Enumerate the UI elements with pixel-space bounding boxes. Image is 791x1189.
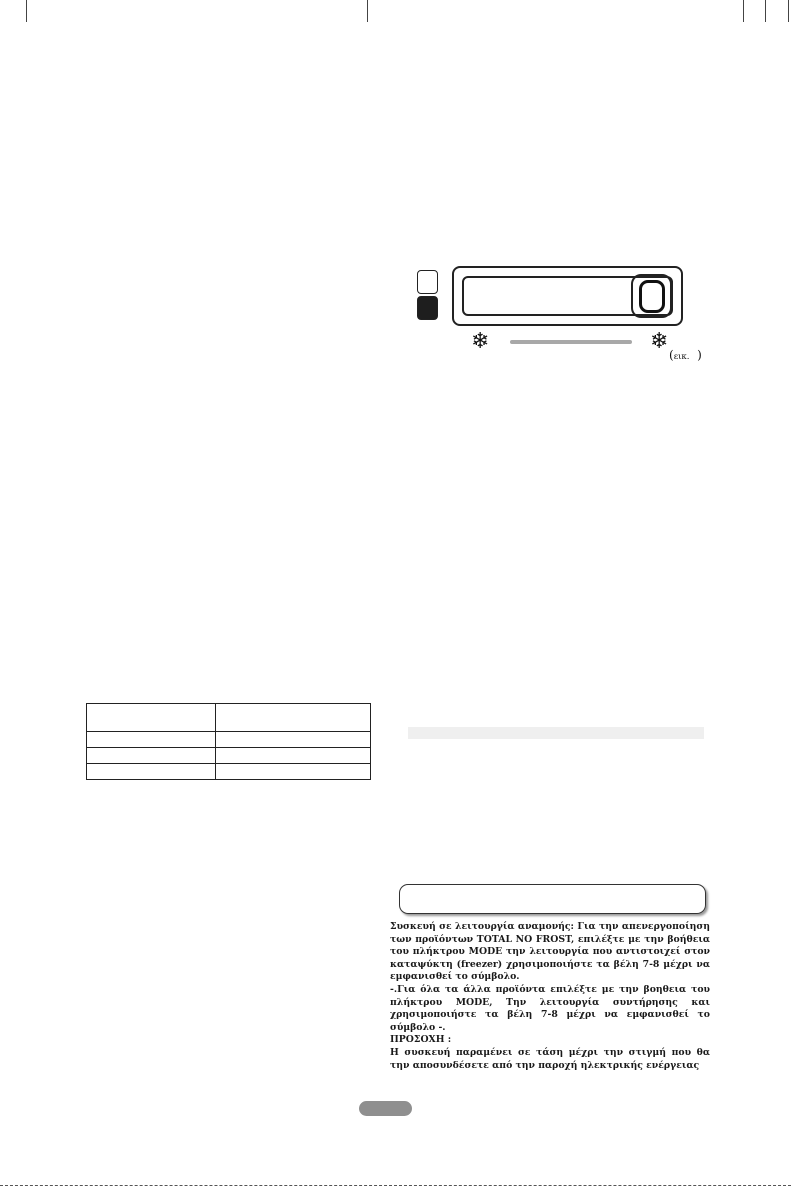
- page-number-badge: [359, 1101, 412, 1116]
- crop-mark: [788, 0, 789, 22]
- figure-label-text: εικ.: [673, 352, 690, 362]
- cut-line: [0, 1185, 791, 1186]
- table-row: [87, 732, 371, 748]
- snowflake-icon: ❄: [650, 329, 669, 354]
- table-cell: [216, 704, 371, 732]
- crop-mark: [26, 0, 27, 22]
- table-row: [87, 764, 371, 780]
- temperature-track: [510, 340, 632, 344]
- grey-bar: [408, 727, 704, 739]
- notice-paragraph: Η συσκευή παραμένει σε τάση μέχρι την στιγμή που θα την αποσυνδέσετε από την παροχή ηλεκτρικής ενέργειας: [390, 1046, 710, 1071]
- table-cell: [216, 764, 371, 780]
- table-row: [87, 704, 371, 732]
- control-knob: [639, 280, 665, 313]
- table-cell: [87, 764, 216, 780]
- notice-heading: ΠΡΟΣΟΧΗ :: [390, 1034, 452, 1046]
- table-cell: [216, 748, 371, 764]
- figure-label: (εικ. ): [669, 348, 702, 362]
- crop-mark: [765, 0, 766, 22]
- table-cell: [87, 748, 216, 764]
- crop-mark: [367, 0, 368, 22]
- notice-box: [399, 884, 706, 914]
- notice-paragraph: -.Για όλα τα άλλα προϊόντα επιλέξτε με την βοηθεια του πλήκτρου MODE, Την λειτουργία συντήρησης και χρησιμοποιήστε τα βέλη 7-8 μέχρι να εμφανισθεί το σύμβολο -.: [390, 983, 710, 1033]
- notice-paragraph: Συσκευή σε λειτουργία αναμονής: Για την απενεργοποίηση των προϊόντων TOTAL NO FROST, επιλέξτε με την βοήθεια του πλήκτρου MODE την λειτουργία που αντιστοιχεί στον καταψύκτη (freezer) χρησιμοποιήστε τα βέλη 7-8 μέχρι να εμφανισθεί το σύμβολο.: [390, 921, 710, 983]
- table-cell: [87, 732, 216, 748]
- crop-mark: [743, 0, 744, 22]
- table-cell: [87, 704, 216, 732]
- mode-indicator-bottom: [417, 296, 438, 320]
- mode-indicator-top: [417, 270, 438, 294]
- spec-table: [86, 703, 371, 780]
- table-row: [87, 748, 371, 764]
- notice-text: [390, 921, 710, 1072]
- snowflake-icon: ❄: [471, 329, 490, 354]
- table-cell: [216, 732, 371, 748]
